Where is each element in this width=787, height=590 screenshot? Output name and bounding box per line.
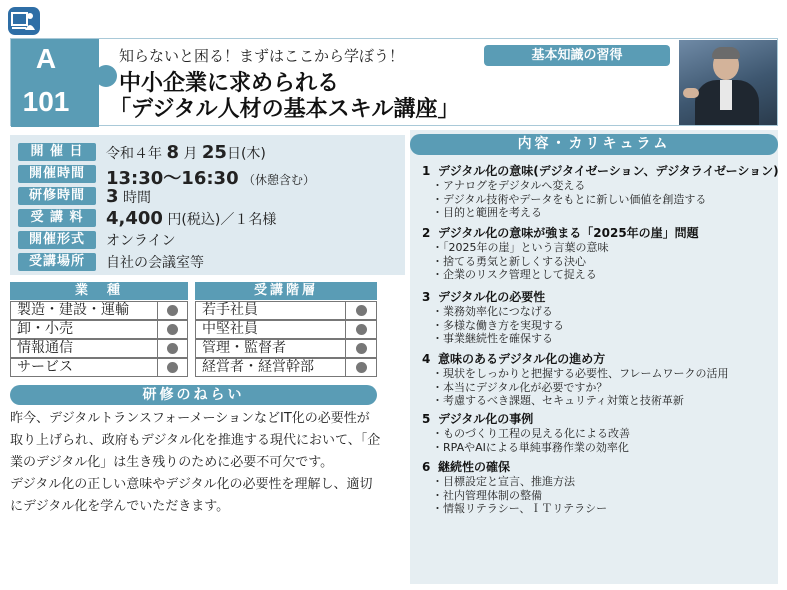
section-title: 1 デジタル化の意味(デジタイゼーション、デジタライゼーション) (422, 164, 779, 178)
course-header (10, 38, 778, 126)
section-item: ・ 社内管理体制の整備 (422, 489, 772, 503)
person-at-desk-icon (11, 10, 37, 32)
curriculum-panel (410, 130, 778, 584)
instructor-photo (679, 40, 777, 125)
category-tag: 基本知識の習得 (484, 45, 670, 66)
section-item: ・ 企業のリスク管理として捉える (422, 268, 772, 282)
curriculum-section (422, 458, 772, 516)
date-prefix: 令和４年 (106, 146, 162, 162)
level-dot (345, 358, 377, 377)
place-label: 受講場所 (18, 253, 96, 271)
level-dot (345, 320, 377, 339)
course-subtitle: 知らないと困る！まずはここから学ぼう！ (119, 47, 405, 65)
hours-label: 研修時間 (18, 187, 96, 205)
level-dot (345, 339, 377, 358)
place-value: 自社の会議室等 (106, 255, 204, 271)
industry-dot (157, 339, 188, 358)
industry-header: 業 種 (10, 282, 188, 300)
course-info (10, 135, 405, 275)
section-title: 3 デジタル化の必要性 (422, 290, 546, 304)
level-item: 管理・監督者 (195, 339, 346, 358)
level-item: 若手社員 (195, 301, 346, 320)
level-dot (345, 301, 377, 320)
section-title: 2 デジタル化の意味が強まる「2025年の崖」問題 (422, 226, 699, 240)
section-item: ・ 事業継続性を確保する (422, 332, 772, 346)
industry-item: 製造・建設・運輸 (10, 301, 158, 320)
course-letter: A (35, 43, 57, 74)
time-label: 開催時間 (18, 165, 96, 183)
section-item: ・ 考慮するべき課題、セキュリティ対策と技術革新 (422, 394, 772, 408)
fee-label: 受 講 料 (18, 209, 96, 227)
section-item: ・ 「2025年の崖」という言葉の意味 (422, 241, 772, 255)
course-title-line1: 中小企業に求められる (119, 71, 340, 96)
date-month: 8 (166, 142, 179, 163)
section-item: ・ 現状をしっかりと把握する必要性、フレームワークの活用 (422, 367, 772, 381)
level-header: 受講階層 (195, 282, 377, 300)
section-item: ・ デジタル技術やデータをもとに新しい価値を創造する (422, 193, 772, 207)
info-row-date (18, 142, 398, 162)
industry-dot (157, 301, 188, 320)
info-row-hours (18, 186, 398, 206)
hours-value (106, 186, 151, 207)
curriculum-section (422, 224, 772, 282)
time-range: 13:30～16:30 (106, 168, 239, 189)
level-item: 中堅社員 (195, 320, 346, 339)
time-note: （休憩含む） (243, 173, 316, 187)
section-item: ・ 情報リテラシー、ＩＴリテラシー (422, 502, 772, 516)
industry-item: 卸・小売 (10, 320, 158, 339)
section-item: ・ 本当にデジタル化が必要ですか？ (422, 381, 772, 395)
info-row-time (18, 164, 398, 189)
hours-number: 3 (106, 186, 119, 207)
info-row-format (18, 230, 398, 250)
date-day-unit: 日(木) (226, 146, 266, 162)
level-item: 経営者・経営幹部 (195, 358, 346, 377)
aim-paragraph-1: 昨今、デジタルトランスフォーメーションなどIT化の必要性が取り上げられ、政府もデジタル化を推進する現代において、「企業のデジタル化」は生き残りのために必要不可欠です。 (10, 411, 381, 470)
course-title-line2: 「デジタル人材の基本スキル講座」 (109, 97, 460, 122)
section-title: 4 意味のあるデジタル化の進め方 (422, 352, 606, 366)
course-number: 101 (22, 86, 70, 117)
section-item: ・ 目標設定と宣言、推進方法 (422, 475, 772, 489)
section-title: 5 デジタル化の事例 (422, 412, 534, 426)
section-item: ・ 多様な働き方を実現する (422, 319, 772, 333)
section-item: ・ 目的と範囲を考える (422, 206, 772, 220)
aim-paragraph-2: デジタル化の正しい意味やデジタル化の必要性を理解し、適切にデジタル化を学んでいただきます。 (10, 477, 373, 514)
industry-dot (157, 320, 188, 339)
info-row-place (18, 252, 398, 272)
section-title: 6 継続性の確保 (422, 460, 511, 474)
curriculum-section (422, 350, 772, 408)
industry-dot (157, 358, 188, 377)
curriculum-section (422, 410, 772, 454)
course-code-badge (11, 39, 99, 127)
industry-item: 情報通信 (10, 339, 158, 358)
section-item: ・ アナログをデジタルへ変える (422, 179, 772, 193)
date-value (106, 142, 266, 163)
aim-header: 研修のねらい (10, 385, 377, 405)
date-day: 25 (201, 142, 227, 163)
fee-amount: 4,400 (106, 208, 163, 229)
curriculum-section (422, 288, 772, 346)
info-row-fee (18, 208, 398, 228)
fee-value (106, 208, 276, 229)
curriculum-section (422, 162, 779, 220)
industry-item: サービス (10, 358, 158, 377)
hours-unit: 時間 (122, 190, 151, 206)
format-label: 開催形式 (18, 231, 96, 249)
date-month-unit: 月 (183, 146, 198, 162)
section-item: ・ 捨てる勇気と新しくする決心 (422, 255, 772, 269)
date-label: 開 催 日 (18, 143, 96, 161)
curriculum-header: 内容・カリキュラム (410, 134, 778, 155)
fee-unit: 円(税込)／１名様 (167, 212, 277, 228)
section-item: ・ ものづくり工程の見える化による改善 (422, 427, 772, 441)
section-item: ・ 業務効率化につなげる (422, 305, 772, 319)
puzzle-tab (95, 65, 117, 87)
format-value: オンライン (106, 233, 176, 249)
logo (8, 7, 40, 35)
aim-text (10, 408, 382, 518)
section-item: ・ RPAやAIによる単純事務作業の効率化 (422, 441, 772, 455)
